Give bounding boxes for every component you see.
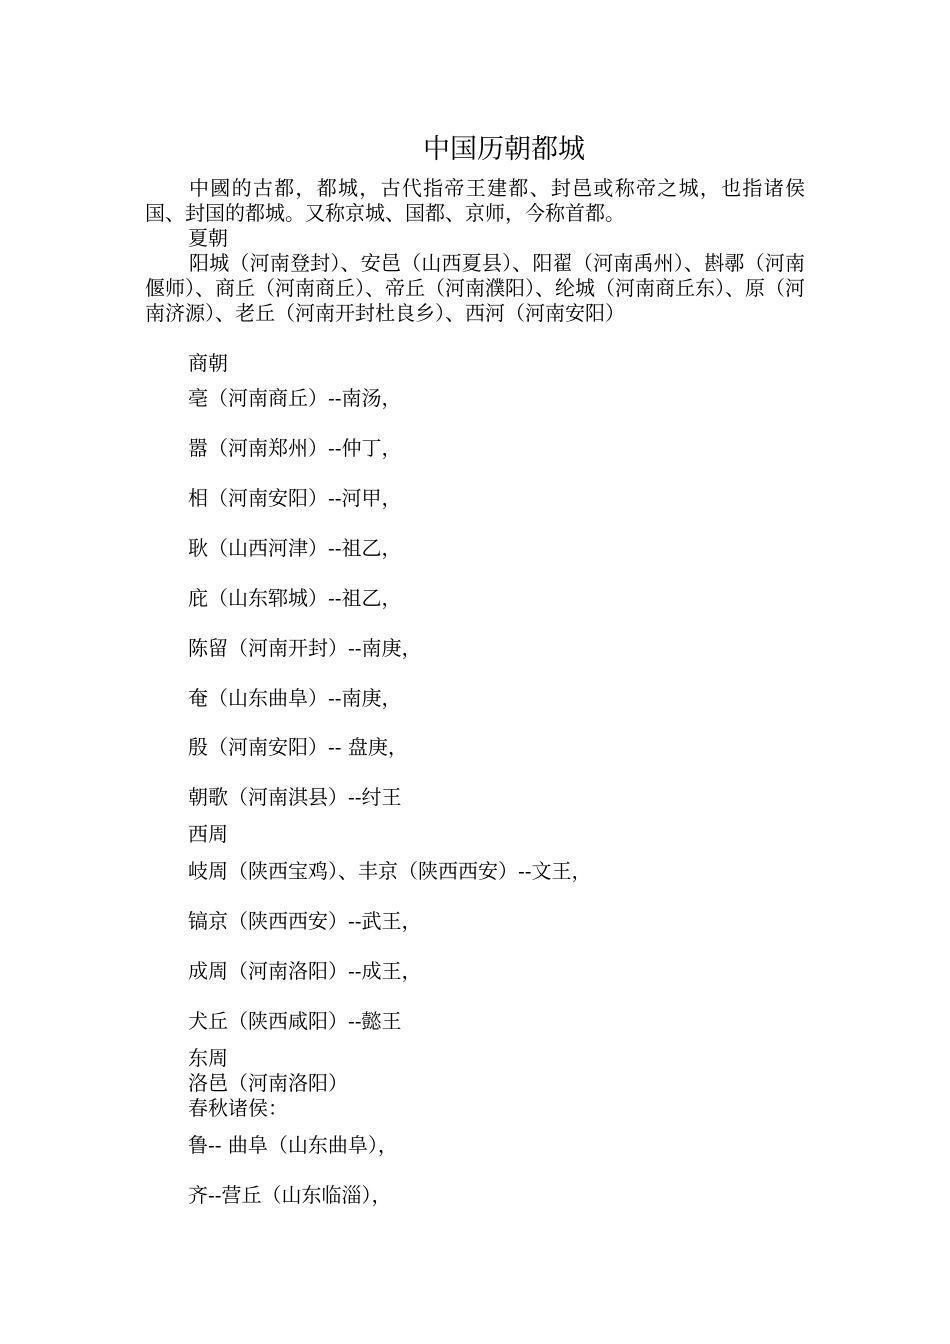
dongzhou-capital: 洛邑（河南洛阳） [188,1071,348,1095]
section-heading-xizhou: 西周 [188,822,228,846]
document-title: 中国历朝都城 [423,134,585,165]
list-item: 陈留（河南开封）--南庚， [188,636,422,660]
section-heading-xia: 夏朝 [188,226,228,250]
list-item: 犬丘（陕西咸阳）--懿王 [188,1009,402,1033]
list-item: 成周（河南洛阳）--成王， [188,959,422,983]
xia-capitals-paragraph: 阳城（河南登封）、安邑（山西夏县）、阳翟（河南禹州）、斟鄩（河南偃师）、商丘（河南商丘）、帝丘（河南濮阳）、纶城（河南商丘东）、原（河南济源）、老丘（河南开封杜良乡）、西河（河南安阳） [145,251,805,325]
list-item: 相（河南安阳）--河甲， [188,486,402,510]
list-item: 朝歌（河南淇县）--纣王 [188,785,402,809]
list-item: 庇（山东郓城）--祖乙， [188,586,402,610]
list-item: 殷（河南安阳）-- 盘庚， [188,735,408,759]
intro-paragraph: 中國的古都，都城，古代指帝王建都、封邑或称帝之城，也指诸侯国、封国的都城。又称京城、国都、京师，今称首都。 [145,176,805,225]
list-item: 岐周（陕西宝鸡）、丰京（陕西西安）--文王， [188,859,592,883]
list-item: 亳（河南商丘）--南汤， [188,386,402,410]
list-item: 齐--营丘（山东临淄）， [188,1183,392,1207]
list-item: 镐京（陕西西安）--武王， [188,909,422,933]
section-heading-dongzhou: 东周 [188,1046,228,1070]
list-item: 嚣（河南郑州）--仲丁， [188,436,402,460]
section-heading-shang: 商朝 [188,351,228,375]
list-item: 耿（山西河津）--祖乙， [188,536,402,560]
list-item: 奄（山东曲阜）--南庚， [188,686,402,710]
list-item: 鲁-- 曲阜（山东曲阜）， [188,1133,398,1157]
subheading-chunqiu: 春秋诸侯： [188,1096,288,1120]
